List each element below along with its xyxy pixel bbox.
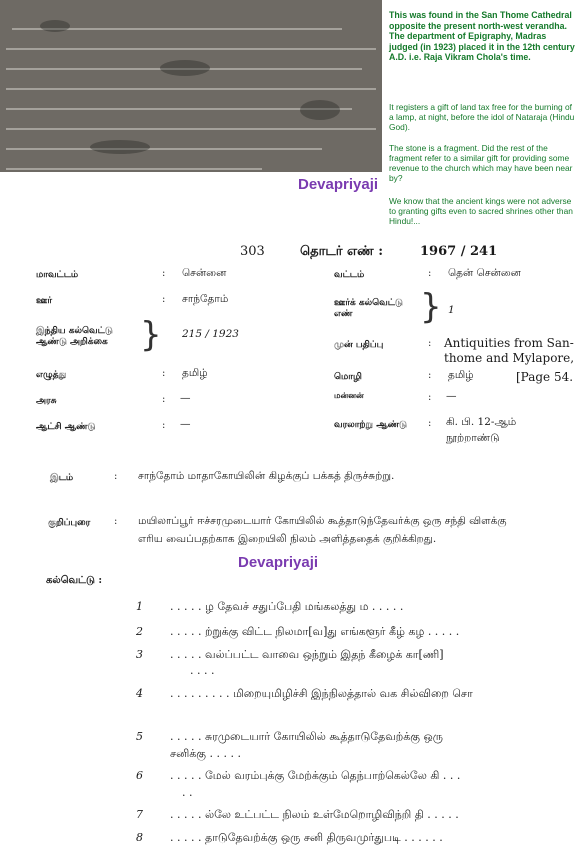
king-label: அரசு (36, 396, 57, 406)
regnal-value: — (180, 418, 191, 430)
village-ins-label: ஊர்க் கல்வெட்டு எண் (334, 298, 403, 319)
line-number: 4 (136, 687, 143, 700)
script-label: எழுத்து (36, 370, 67, 380)
village-ins-value: 1 (448, 304, 455, 316)
colon: : (114, 471, 118, 482)
prev-pub-value-2: thome and Mylapore, (444, 351, 575, 365)
colon: : (428, 418, 432, 429)
summary-label: குறிப்புரை (48, 518, 91, 528)
prev-pub-page: [Page 54. (516, 370, 574, 384)
language-value: தமிழ் (448, 369, 474, 381)
ruler-label: மன்னன் (334, 390, 364, 400)
ruler-value: — (446, 390, 457, 402)
colon: : (162, 268, 166, 279)
line-number: 8 (136, 831, 143, 844)
summary-value-1: மயிலாப்பூர் ஈச்சரமுடையார் கோயிலில் கூத்தாடுந்தேவர்க்கு ஒரு சந்தி விளக்கு (138, 515, 507, 527)
inscription-line: . . . . . ற்றுக்கு விட்ட நிலமா[வ]து எங்களூர் கீழ் கழ . . . . . (170, 625, 460, 638)
are-value: 215 / 1923 (182, 328, 239, 340)
village-label: ஊர் (36, 296, 53, 306)
inscription-line-cont: . . (182, 786, 193, 799)
inscription-line-cont: சனிக்கு . . . . . (170, 747, 241, 760)
taluk-value: தென் சென்னை (448, 267, 521, 279)
note-paragraph-3: The stone is a fragment. Did the rest of the fragment refer to a similar gift for providing some revenue to the church which may have been near by? (389, 143, 573, 183)
place-value: சாந்தோம் மாதாகோயிலின் கிழக்குப் பக்கத் திருச்சுற்று. (138, 470, 395, 482)
colon: : (114, 516, 118, 527)
series-label: தொடர் எண் : (300, 244, 384, 259)
inscription-line: . . . . . . . . . மிறையுமிழிச்சி இந்நிலத்தால் வக சில்விறை சொ (170, 687, 473, 700)
brace: } (140, 315, 162, 355)
colon: : (428, 370, 432, 381)
inscription-line: . . . . . சுரமுடையார் கோயிலில் கூத்தாடுதேவற்க்கு ஒரு (170, 730, 443, 743)
hist-year-value-1: கி. பி. 12-ஆம் (446, 416, 517, 428)
note-paragraph-4: We know that the ancient kings were not adverse to granting gifts even to sacred shrines other than Hindu!... (389, 196, 573, 226)
inscription-line-cont: . . . . (190, 664, 215, 677)
line-number: 3 (136, 648, 143, 661)
colon: : (162, 294, 166, 305)
king-value: — (180, 392, 191, 404)
village-value: சாந்தோம் (182, 293, 229, 305)
language-label: மொழி (334, 372, 362, 382)
taluk-label: வட்டம் (334, 270, 365, 280)
are-label: இந்திய கல்வெட்டு ஆண்டு அறிக்கை (36, 326, 113, 347)
watermark: Devapriyaji (238, 554, 319, 571)
prev-pub-label: முன் பதிப்பு (334, 340, 384, 350)
prev-pub-value-1: Antiquities from San- (444, 336, 574, 350)
line-number: 5 (136, 730, 143, 743)
inscription-line: . . . . . வல்ப்பட்ட வாவை ஒந்றும் இதந் கீழைக் கா[ணி] (170, 648, 444, 661)
colon: : (162, 368, 166, 379)
colon: : (162, 394, 166, 405)
note-paragraph-1: This was found in the San Thome Cathedral opposite the present north-west verandha. The department of Epigraphy, Madras judged (in 1923) placed it in the 12th century A.D. i.e. Raja Vikram Chola's time. (389, 10, 575, 63)
inscription-line: . . . . . ழ தேவச் சதுப்பேதி மங்கலத்து ம . . . . . (170, 600, 404, 613)
inscription-stone-photo (0, 0, 382, 172)
summary-value-2: எரிய வைப்பதற்காக இறையிலி நிலம் அளித்ததைக் குறிக்கிறது. (138, 533, 437, 545)
line-number: 7 (136, 808, 143, 821)
note-paragraph-2: It registers a gift of land tax free for the burning of a lamp, at night, before the idol of Nataraja (Hindu God). (389, 102, 575, 132)
district-label: மாவட்டம் (36, 270, 79, 280)
inscription-line: . . . . . ல்லே உட்பட்ட நிலம் உள்மேறொழிவிந்றி தி . . . . . (170, 808, 459, 821)
inscription-label: கல்வெட்டு : (46, 575, 103, 586)
series-value: 1967 / 241 (420, 244, 498, 259)
page-number: 303 (240, 244, 265, 259)
inscription-line: . . . . . தாடுதேவற்க்கு ஒரு சனி திருவமுர்துபடி . . . . . . (170, 831, 443, 844)
line-number: 2 (136, 625, 143, 638)
hist-year-label: வரலாற்று ஆண்டு (334, 420, 408, 430)
district-value: சென்னை (182, 267, 227, 279)
line-number: 6 (136, 769, 143, 782)
watermark: Devapriyaji (298, 176, 379, 193)
colon: : (162, 420, 166, 431)
place-label: இடம் (50, 473, 74, 483)
brace: } (420, 287, 442, 327)
script-value: தமிழ் (182, 367, 208, 379)
regnal-label: ஆட்சி ஆண்டு (36, 422, 96, 432)
colon: : (428, 338, 432, 349)
hist-year-value-2: நூற்றாண்டு (446, 432, 500, 444)
colon: : (428, 268, 432, 279)
inscription-line: . . . . . மேல் வரம்புக்கு மேற்க்கும் தெந்பாற்கெல்லே கி . . . (170, 769, 461, 782)
colon: : (428, 392, 432, 403)
line-number: 1 (136, 600, 143, 613)
